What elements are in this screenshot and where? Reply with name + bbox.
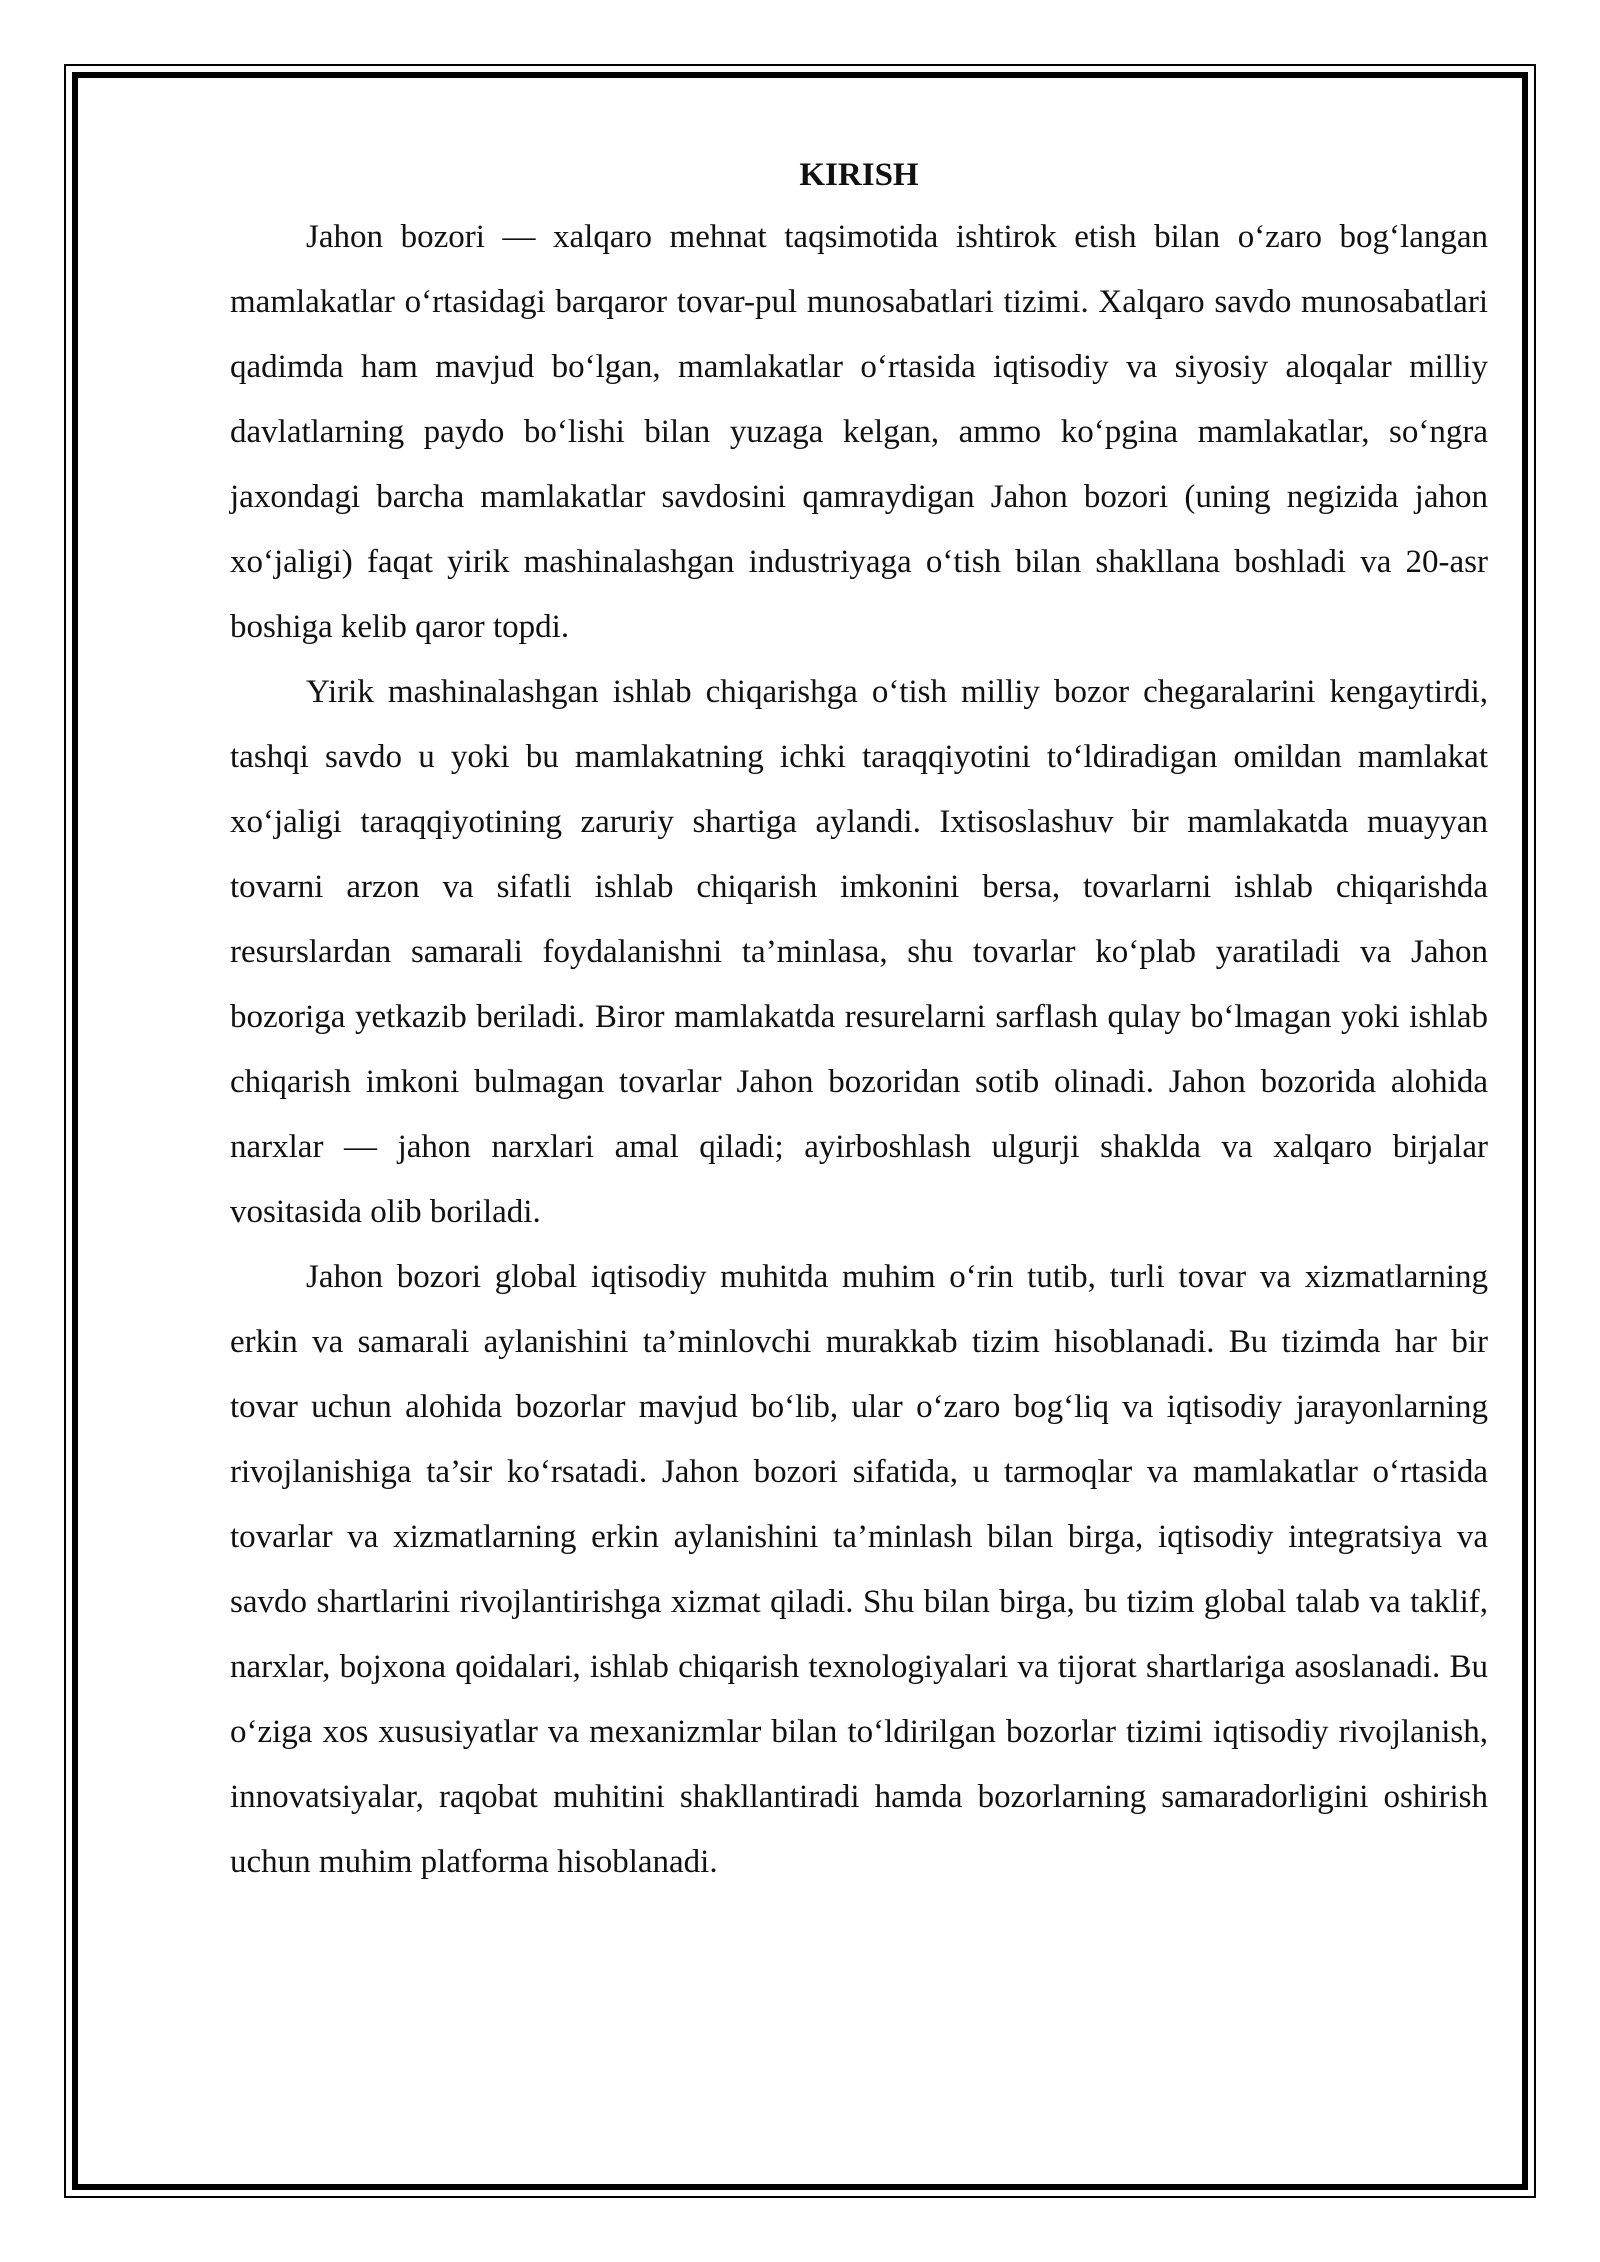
- paragraph-3: Jahon bozori global iqtisodiy muhitda muhim o‘rin tutib, turli tovar va xizmatlarning erkin va samarali aylanishini ta’minlovchi murakkab tizim hisoblanadi. Bu tizimda har bir tovar uchun alohida bozorlar mavjud bo‘lib, ular o‘zaro bog‘liq va iqtisodiy jarayonlarning rivojlanishiga ta’sir ko‘rsatadi. Jahon bozori sifatida, u tarmoqlar va mamlakatlar o‘rtasida tovarlar va xizmatlarning erkin aylanishini ta’minlash bilan birga, iqtisodiy integratsiya va savdo shartlarini rivojlantirishga xizmat qiladi. Shu bilan birga, bu tizim global talab va taklif, narxlar, bojxona qoidalari, ishlab chiqarish texnologiyalari va tijorat shartlariga asoslanadi. Bu o‘ziga xos xususiyatlar va mexanizmlar bilan to‘ldirilgan bozorlar tizimi iqtisodiy rivojlanish, innovatsiyalar, raqobat muhitini shakllantiradi hamda bozorlarning samaradorligini oshirish uchun muhim platforma hisoblanadi.: [230, 1259, 1488, 1880]
- document-body: [230, 145, 1488, 1895]
- paragraph-2: Yirik mashinalashgan ishlab chiqarishga o‘tish milliy bozor chegaralarini kengaytirdi, tashqi savdo u yoki bu mamlakatning ichki taraqqiyotini to‘ldiradigan omildan mamlakat xo‘jaligi taraqqiyotining zaruriy shartiga aylandi. Ixtisoslashuv bir mamlakatda muayyan tovarni arzon va sifatli ishlab chiqarish imkonini bersa, tovarlarni ishlab chiqarishda resurslardan samarali foydalanishni ta’minlasa, shu tovarlar ko‘plab yaratiladi va Jahon bozoriga yetkazib beriladi. Biror mamlakatda resurelarni sarflash qulay bo‘lmagan yoki ishlab chiqarish imkoni bulmagan tovarlar Jahon bozoridan sotib olinadi. Jahon bozorida alohida narxlar — jahon narxlari amal qiladi; ayirboshlash ulgurji shaklda va xalqaro birjalar vositasida olib boriladi.: [230, 674, 1488, 1230]
- paragraph-1: Jahon bozori — xalqaro mehnat taqsimotida ishtirok etish bilan o‘zaro bog‘langan mamlakatlar o‘rtasidagi barqaror tovar-pul munosabatlari tizimi. Xalqaro savdo munosabatlari qadimda ham mavjud bo‘lgan, mamlakatlar o‘rtasida iqtisodiy va siyosiy aloqalar milliy davlatlarning paydo bo‘lishi bilan yuzaga kelgan, ammo ko‘pgina mamlakatlar, so‘ngra jaxondagi barcha mamlakatlar savdosini qamraydigan Jahon bozori (uning negizida jahon xo‘jaligi) faqat yirik mashinalashgan industriyaga o‘tish bilan shakllana boshladi va 20-asr boshiga kelib qaror topdi.: [230, 219, 1488, 645]
- document-title: KIRISH: [799, 157, 919, 193]
